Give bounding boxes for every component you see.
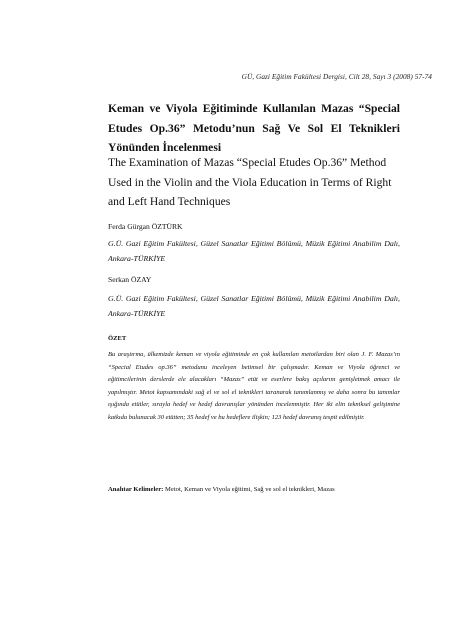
abstract-text: Bu araştırma, ülkemizde keman ve viyola eğitiminde en çok kullanılan metotlardan biri olan J. F. Mazas’ın “Special Etudes op.36” metodunu inceleyen betimsel bir çalışmadır. Keman ve Viyola öğrenci ve eğitimcilerinin derslerde ele alacakları “Mazas” etüt ve eserlere bakış açılarını genişletmek amacı ile yapılmıştır. Metot kapsamındaki sağ el ve sol el teknikleri taranarak tanımlanmış ve daha sonra bu tanımlar ışığında etütler, sırayla hedef ve hedef davranışlar yönünden incelenmiştir. Her iki elin tekniksel gelişimine katkıda bulunacak 30 etütten; 35 hedef ve bu hedeflere ilişkin; 123 hedef davranış tespit edilmiştir. xyxy=(108,351,400,421)
author-affiliation-2: G.Ü. Gazi Eğitim Fakültesi, Güzel Sanatlar Eğitimi Bölümü, Müzik Eğitimi Anabilim Dalı, Ankara-TÜRKİYE xyxy=(108,294,400,318)
journal-header: GÜ, Gazi Eğitim Fakültesi Dergisi, Cilt 28, Sayı 3 (2008) 57-74 xyxy=(241,72,432,81)
title-english: The Examination of Mazas “Special Etudes Op.36” Method Used in the Violin and the Viola Education in Terms of Right and Left Hand Techniques xyxy=(108,156,392,209)
abstract-heading: ÖZET xyxy=(108,335,127,342)
keywords-text: Metot, Keman ve Viyola eğitimi, Sağ ve sol el teknikleri, Mazas xyxy=(165,486,335,493)
title-turkish: Keman ve Viyola Eğitiminde Kullanılan Mazas “Special Etudes Op.36” Metodu’nun Sağ Ve Sol El Teknikleri Yönünden İncelenmesi xyxy=(108,102,400,155)
keywords xyxy=(108,486,408,493)
author-affiliation-1: G.Ü. Gazi Eğitim Fakültesi, Güzel Sanatlar Eğitimi Bölümü, Müzik Eğitimi Anabilim Dalı, Ankara-TÜRKİYE xyxy=(108,239,400,263)
author-name-1: Ferda Gürgan ÖZTÜRK xyxy=(108,222,183,231)
keywords-label: Anahtar Kelimeler: xyxy=(108,486,164,493)
author-name-2: Serkan ÖZAY xyxy=(108,275,152,284)
